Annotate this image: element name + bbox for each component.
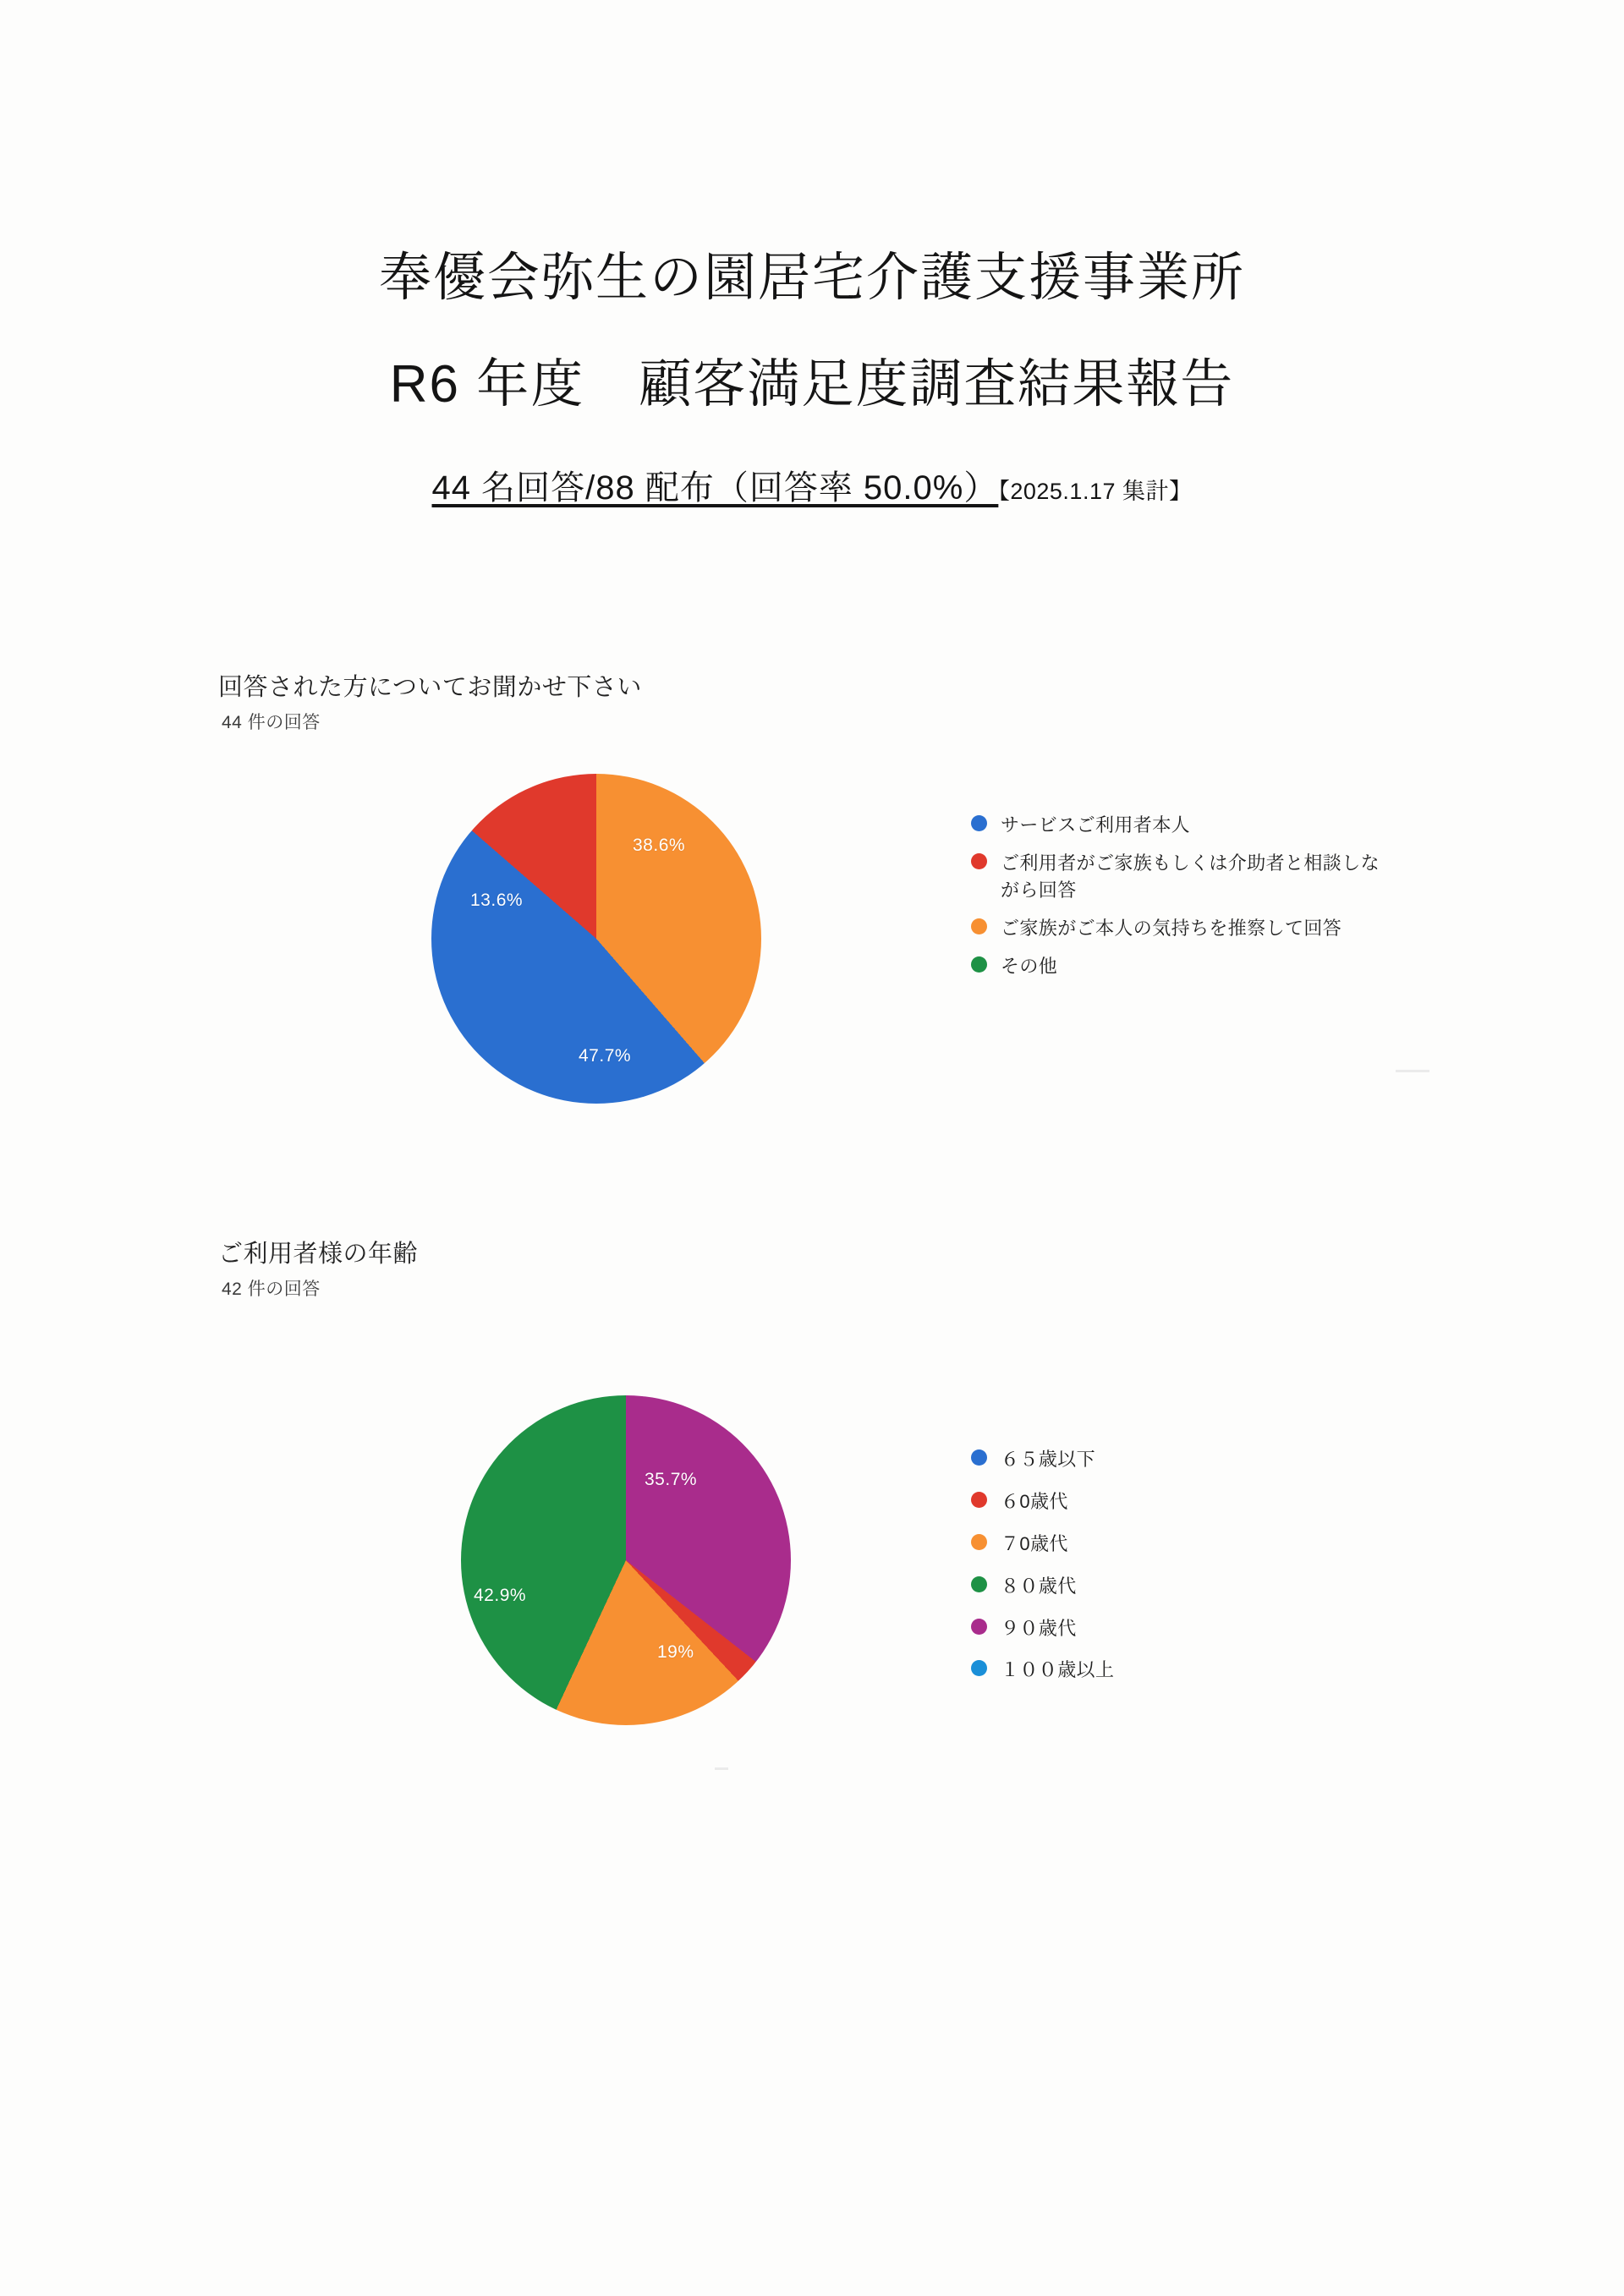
legend-color-dot	[971, 918, 987, 934]
legend-item-label: ９０歳代	[1001, 1617, 1077, 1639]
legend-item-label: １００歳以上	[1001, 1659, 1115, 1681]
legend-item	[971, 1488, 1445, 1515]
chart-question-title: 回答された方についてお聞かせ下さい	[218, 674, 642, 701]
legend-item-label: サービスご利用者本人	[1001, 814, 1191, 836]
pie-slice-label: 13.6%	[470, 890, 524, 910]
legend-item-label: その他	[1001, 955, 1058, 977]
chart-response-count: 42 件の回答	[222, 1280, 321, 1299]
chart-question-title: ご利用者様の年齢	[218, 1241, 419, 1268]
pie-area-1	[0, 765, 1624, 1129]
legend-color-dot	[971, 853, 987, 869]
legend-color-dot	[971, 1534, 987, 1550]
legend-item-label: ８０歳代	[1001, 1575, 1077, 1597]
legend-item-label: ６５歳以下	[1001, 1449, 1096, 1470]
legend-item	[971, 1615, 1445, 1642]
chart-response-count: 44 件の回答	[222, 713, 321, 732]
legend-item	[971, 1446, 1445, 1473]
pie-chart-user-age	[461, 1395, 791, 1725]
pie-slice-label: 38.6%	[633, 836, 686, 855]
pie-slice-label: 35.7%	[645, 1470, 698, 1489]
legend-respondent-type	[971, 812, 1445, 990]
page-title-line1: 奉優会弥生の園居宅介護支援事業所	[378, 249, 1245, 307]
legend-color-dot	[971, 1449, 987, 1466]
legend-color-dot	[971, 1660, 987, 1676]
report-header	[0, 245, 1624, 509]
legend-color-dot	[971, 1619, 987, 1635]
legend-item	[971, 850, 1445, 904]
tally-date-text: 【2025.1.17 集計】	[998, 479, 1193, 504]
legend-item	[971, 915, 1445, 942]
pie-slice-label: 47.7%	[579, 1046, 632, 1066]
legend-color-dot	[971, 815, 987, 831]
legend-item	[971, 1657, 1445, 1684]
legend-item-label: ご利用者がご家族もしくは介助者と相談しながら回答	[1001, 852, 1380, 901]
legend-user-age	[971, 1446, 1445, 1699]
response-rate-text: 44 名回答/88 配布（回答率 50.0%）	[431, 469, 999, 507]
legend-item-label: ７0歳代	[1001, 1532, 1068, 1554]
page-title-line2: R6 年度 顧客満足度調査結果報告	[389, 354, 1235, 414]
legend-color-dot	[971, 1492, 987, 1508]
pie-slice-label: 42.9%	[474, 1586, 527, 1605]
pie-slice-label: 19%	[657, 1642, 694, 1662]
legend-color-dot	[971, 1576, 987, 1592]
scan-artifact	[715, 1767, 728, 1770]
legend-item-label: ご家族がご本人の気持ちを推察して回答	[1001, 917, 1342, 939]
response-rate-subtitle	[0, 461, 1624, 509]
legend-item	[971, 812, 1445, 839]
legend-item-label: ６0歳代	[1001, 1490, 1068, 1512]
legend-item	[971, 1531, 1445, 1558]
pie-area-2	[0, 1332, 1624, 1696]
legend-color-dot	[971, 956, 987, 973]
legend-item	[971, 953, 1445, 980]
legend-item	[971, 1573, 1445, 1600]
